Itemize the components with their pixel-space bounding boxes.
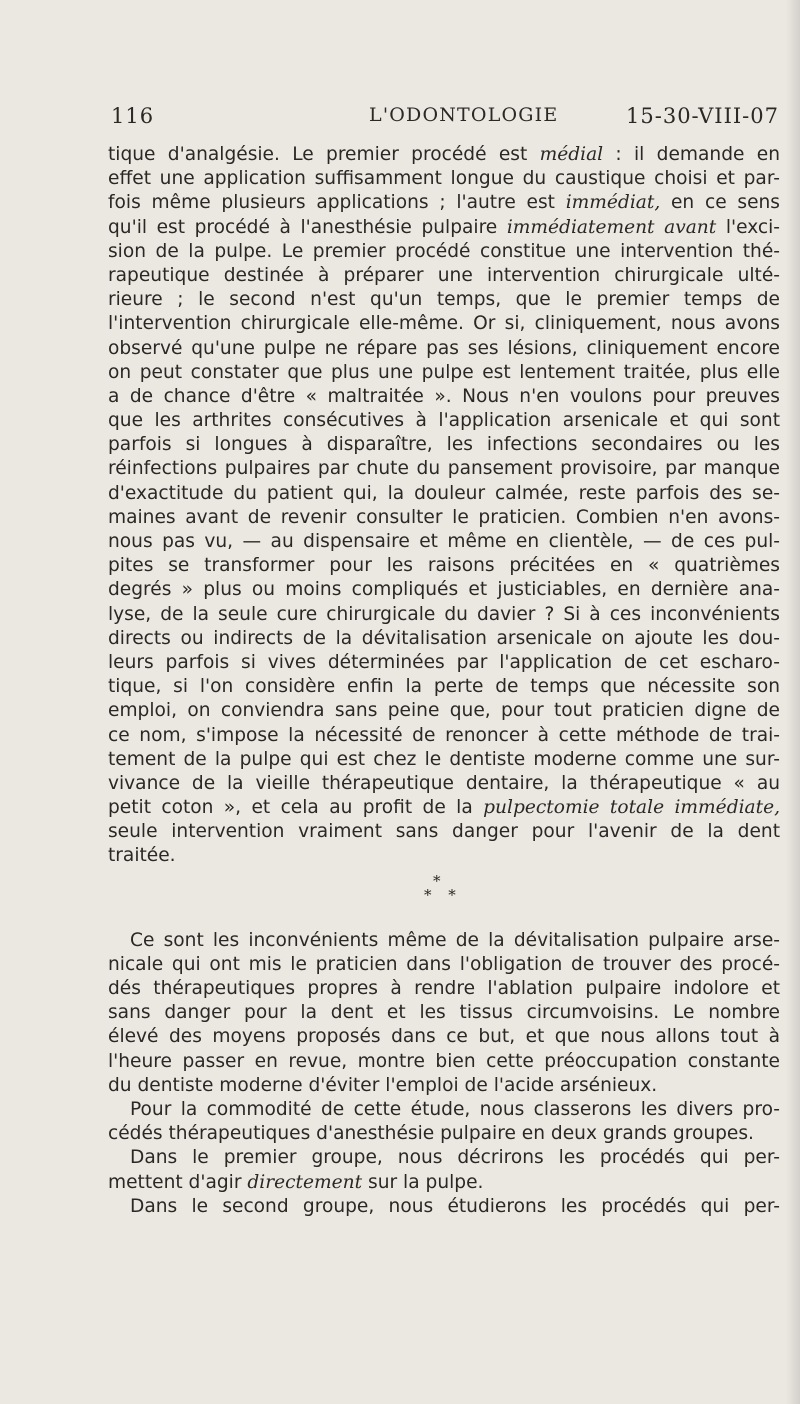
text-line bbox=[108, 240, 780, 264]
text-run: ce nom, s'impose la nécessité de renoncer à cette méthode de trai- bbox=[108, 724, 780, 746]
asterism-top: * bbox=[433, 871, 441, 890]
text-line bbox=[108, 724, 780, 748]
text-line bbox=[108, 457, 780, 481]
text-line bbox=[108, 651, 780, 675]
text-run: effet une application suffisamment longue du caustique choisi et par- bbox=[108, 168, 780, 190]
text-run: emploi, on conviendra sans peine que, pour tout praticien digne de bbox=[108, 700, 780, 722]
text-run: tique, si l'on considère enfin la perte de temps que nécessite son bbox=[108, 676, 780, 698]
asterism-bottom: * * bbox=[424, 885, 462, 904]
article-body bbox=[108, 143, 780, 1219]
text-run: lyse, de la seule cure chirurgicale du davier ? Si à ces inconvénients bbox=[108, 603, 780, 625]
text-line bbox=[108, 167, 780, 191]
text-line bbox=[108, 772, 780, 796]
issue-date: 15-30-VIII-07 bbox=[626, 104, 779, 128]
text-run: vivance de la vieille thérapeutique dentaire, la thérapeutique « au bbox=[108, 772, 780, 794]
running-header bbox=[111, 104, 779, 134]
text-run: qu'il est procédé à l'anesthésie pulpaire bbox=[108, 216, 507, 238]
text-run: Dans le second groupe, nous étudierons les procédés qui per- bbox=[130, 1195, 780, 1217]
text-run: tique d'analgésie. Le premier procédé est bbox=[108, 144, 540, 165]
text-line bbox=[108, 409, 780, 433]
text-run: nous pas vu, — au dispensaire et même en clientèle, — de ces pul- bbox=[108, 531, 780, 552]
text-line bbox=[108, 530, 780, 554]
text-line bbox=[108, 1074, 780, 1098]
text-run: a de chance d'être « maltraitée ». Nous n'en voulons pour preuves bbox=[108, 385, 780, 407]
text-run: d'exactitude du patient qui, la douleur calmée, reste parfois des se- bbox=[108, 482, 780, 504]
text-run: l'exci- bbox=[716, 216, 780, 238]
text-line bbox=[108, 1146, 780, 1170]
text-run: sur la pulpe. bbox=[362, 1171, 484, 1193]
text-run: Ce sont les inconvénients même de la dévitalisation pulpaire arse- bbox=[130, 929, 780, 951]
text-line bbox=[108, 1171, 780, 1195]
text-line bbox=[108, 1122, 780, 1146]
text-line bbox=[108, 820, 780, 844]
text-line bbox=[108, 675, 780, 699]
text-line bbox=[108, 953, 780, 977]
text-run: directs ou indirects de la dévitalisation arsenicale on ajoute les dou- bbox=[108, 627, 780, 649]
text-run: rieure ; le second n'est qu'un temps, que le premier temps de bbox=[108, 289, 780, 311]
paragraph-3 bbox=[108, 1098, 780, 1146]
text-line bbox=[108, 216, 780, 240]
text-line bbox=[108, 264, 780, 288]
text-run: réinfections pulpaires par chute du pansement provisoire, par manque bbox=[108, 458, 780, 480]
text-line bbox=[108, 191, 780, 215]
page-edge-shadow bbox=[786, 0, 800, 1404]
text-line bbox=[108, 1050, 780, 1074]
text-line bbox=[108, 337, 780, 361]
text-line bbox=[108, 506, 780, 530]
text-line bbox=[108, 1025, 780, 1049]
text-run: traitée. bbox=[108, 845, 176, 867]
italic-run: pulpectomie totale immédiate, bbox=[483, 797, 781, 819]
italic-run: immédiat, bbox=[565, 192, 661, 214]
text-line bbox=[108, 796, 780, 820]
text-line bbox=[108, 578, 780, 602]
paragraph-1 bbox=[108, 143, 780, 869]
text-run: Pour la commodité de cette étude, nous classerons les divers pro- bbox=[130, 1098, 780, 1120]
text-run: que les arthrites consécutives à l'application arsenicale et qui sont bbox=[108, 410, 780, 432]
page-number: 116 bbox=[111, 104, 155, 128]
text-run: du dentiste moderne d'éviter l'emploi de l'acide arsénieux. bbox=[108, 1074, 658, 1096]
text-run: seule intervention vraiment sans danger pour l'avenir de la dent bbox=[108, 821, 780, 843]
text-line bbox=[108, 482, 780, 506]
paragraph-2 bbox=[108, 929, 780, 1098]
italic-run: directement bbox=[247, 1171, 363, 1193]
text-line bbox=[108, 1195, 780, 1219]
text-line bbox=[108, 844, 780, 868]
italic-run: médial bbox=[539, 144, 604, 165]
text-run: leurs parfois si vives déterminées par l'application de cet escharo- bbox=[108, 651, 780, 673]
text-line bbox=[108, 977, 780, 1001]
text-run: nicale qui ont mis le praticien dans l'obligation de trouver des procé- bbox=[108, 953, 780, 975]
text-line bbox=[108, 312, 780, 336]
text-run: on peut constater que plus une pulpe est lentement traitée, plus elle bbox=[108, 361, 780, 383]
text-run: pites se transformer pour les raisons précitées en « quatrièmes bbox=[108, 555, 780, 577]
text-run: l'intervention chirurgicale elle-même. Or si, cliniquement, nous avons bbox=[108, 313, 780, 335]
text-run: dés thérapeutiques propres à rendre l'ablation pulpaire indolore et bbox=[108, 978, 780, 999]
text-run: sion de la pulpe. Le premier procédé constitue une intervention thé- bbox=[108, 240, 780, 262]
text-run: tement de la pulpe qui est chez le dentiste moderne comme une sur- bbox=[108, 748, 780, 770]
text-line bbox=[108, 361, 780, 385]
text-run: élevé des moyens proposés dans ce but, et que nous allons tout à bbox=[108, 1026, 780, 1048]
text-line bbox=[108, 1098, 780, 1122]
text-run: mettent d'agir bbox=[108, 1171, 248, 1193]
text-line bbox=[108, 603, 780, 627]
text-line bbox=[108, 929, 780, 953]
text-line bbox=[108, 143, 780, 167]
text-line bbox=[108, 1001, 780, 1025]
text-run: Dans le premier groupe, nous décrirons les procédés qui per- bbox=[130, 1147, 780, 1169]
text-line bbox=[108, 433, 780, 457]
text-line bbox=[108, 554, 780, 578]
text-run: fois même plusieurs applications ; l'autre est bbox=[108, 192, 566, 214]
italic-run: immédiatement avant bbox=[506, 216, 717, 238]
section-asterism bbox=[108, 869, 780, 929]
paragraph-4 bbox=[108, 1146, 780, 1194]
text-run: observé qu'une pulpe ne répare pas ses lésions, cliniquement encore bbox=[108, 337, 780, 359]
paragraph-5 bbox=[108, 1195, 780, 1219]
text-run: petit coton », et cela au profit de la bbox=[108, 797, 484, 819]
text-line bbox=[108, 699, 780, 723]
text-run: rapeutique destinée à préparer une intervention chirurgicale ulté- bbox=[108, 264, 780, 286]
text-run: cédés thérapeutiques d'anesthésie pulpaire en deux grands groupes. bbox=[108, 1123, 754, 1145]
journal-title: L'ODONTOLOGIE bbox=[369, 104, 559, 126]
text-line bbox=[108, 627, 780, 651]
text-run: : il demande en bbox=[603, 144, 780, 165]
text-run: maines avant de revenir consulter le praticien. Combien n'en avons- bbox=[108, 506, 780, 528]
text-run: en ce sens bbox=[660, 192, 780, 214]
text-line bbox=[108, 385, 780, 409]
text-run: degrés » plus ou moins compliqués et justiciables, en dernière ana- bbox=[108, 579, 780, 601]
text-run: sans danger pour la dent et les tissus circumvoisins. Le nombre bbox=[108, 1002, 780, 1024]
text-line bbox=[108, 748, 780, 772]
text-run: parfois si longues à disparaître, les infections secondaires ou les bbox=[108, 434, 780, 456]
text-run: l'heure passer en revue, montre bien cette préoccupation constante bbox=[108, 1050, 780, 1072]
text-line bbox=[108, 288, 780, 312]
